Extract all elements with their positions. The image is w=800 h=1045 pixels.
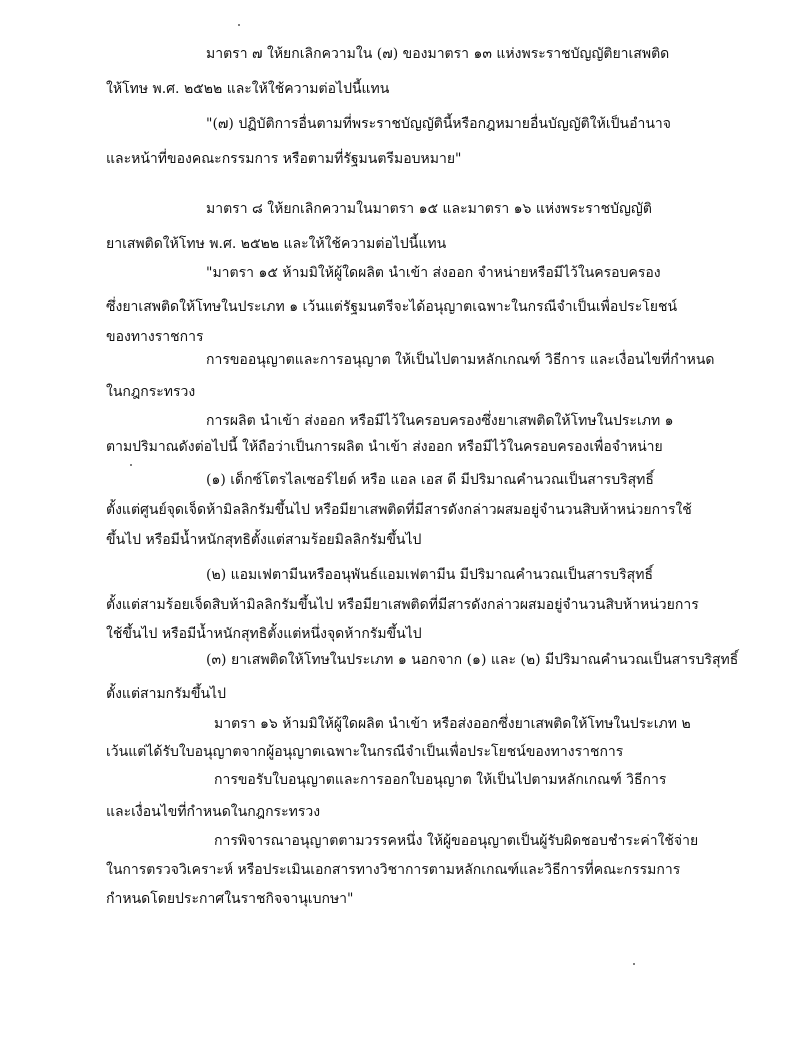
item-3-line-1: (๓) ยาเสพติดให้โทษในประเภท ๑ นอกจาก (๑) และ (๒) มีปริมาณคำนวณเป็นสารบริสุทธิ์	[206, 652, 739, 668]
section-7-line-4: และหน้าที่ของคณะกรรมการ หรือตามที่รัฐมนตรีมอบหมาย"	[106, 151, 462, 167]
section-16-paragraph-3-line-1: การพิจารณาอนุญาตตามวรรคหนึ่ง ให้ผู้ขออนุญาตเป็นผู้รับผิดชอบชำระค่าใช้จ่าย	[214, 833, 699, 849]
section-15-paragraph-3-line-2: ตามปริมาณดังต่อไปนี้ ให้ถือว่าเป็นการผลิต นำเข้า ส่งออก หรือมีไว้ในครอบครองเพื่อจำหน่าย	[106, 439, 663, 455]
section-15-heading-line: "มาตรา ๑๕ ห้ามมิให้ผู้ใดผลิต นำเข้า ส่งออก จำหน่ายหรือมีไว้ในครอบครอง	[206, 265, 661, 281]
item-2-line-2: ตั้งแต่สามร้อยเจ็ดสิบห้ามิลลิกรัมขึ้นไป หรือมียาเสพติดที่มีสารดังกล่าวผสมอยู่จำนวนสิบห้าหน่วยการ	[106, 597, 699, 613]
section-16-line-2: เว้นแต่ได้รับใบอนุญาตจากผู้อนุญาตเฉพาะในกรณีจำเป็นเพื่อประโยชน์ของทางราชการ	[106, 744, 624, 760]
item-1-line-1: (๑) เด็กซ์โตรไลเซอร์ไยด์ หรือ แอล เอส ดี มีปริมาณคำนวณเป็นสารบริสุทธิ์	[206, 472, 654, 488]
scan-speck	[130, 464, 132, 466]
section-8-line-2: ยาเสพติดให้โทษ พ.ศ. ๒๕๒๒ และให้ใช้ความต่อไปนี้แทน	[106, 236, 447, 252]
section-16-paragraph-2-line-1: การขอรับใบอนุญาตและการออกใบอนุญาต ให้เป็นไปตามหลักเกณฑ์ วิธีการ	[214, 772, 667, 788]
section-15-paragraph-2-line-2: ในกฎกระทรวง	[106, 384, 196, 400]
section-15-paragraph-2-line-1: การขออนุญาตและการอนุญาต ให้เป็นไปตามหลักเกณฑ์ วิธีการ และเงื่อนไขที่กำหนด	[206, 352, 715, 368]
scan-speck	[633, 963, 635, 965]
section-16-paragraph-2-line-2: และเงื่อนไขที่กำหนดในกฎกระทรวง	[106, 804, 321, 820]
scan-speck	[238, 24, 240, 26]
item-2-line-1: (๒) แอมเฟตามีนหรืออนุพันธ์แอมเฟตามีน มีปริมาณคำนวณเป็นสารบริสุทธิ์	[206, 567, 654, 583]
section-7-line-3: "(๗) ปฏิบัติการอื่นตามที่พระราชบัญญัตินี้หรือกฎหมายอื่นบัญญัติให้เป็นอำนาจ	[206, 116, 671, 132]
section-7-line-2: ให้โทษ พ.ศ. ๒๕๒๒ และให้ใช้ความต่อไปนี้แทน	[106, 81, 390, 97]
section-16-paragraph-3-line-3: กำหนดโดยประกาศในราชกิจจานุเบกษา"	[106, 891, 354, 907]
section-15-line-3: ของทางราชการ	[106, 329, 204, 345]
section-15-paragraph-3-line-1: การผลิต นำเข้า ส่งออก หรือมีไว้ในครอบครองซึ่งยาเสพติดให้โทษในประเภท ๑	[206, 413, 674, 429]
item-2-line-3: ใช้ขึ้นไป หรือมีน้ำหนักสุทธิตั้งแต่หนึ่งจุดห้ากรัมขึ้นไป	[106, 626, 422, 642]
section-7-heading-line: มาตรา ๗ ให้ยกเลิกความใน (๗) ของมาตรา ๑๓ แห่งพระราชบัญญัติยาเสพติด	[206, 46, 670, 62]
section-8-heading-line: มาตรา ๘ ให้ยกเลิกความในมาตรา ๑๕ และมาตรา ๑๖ แห่งพระราชบัญญัติ	[206, 201, 652, 217]
section-15-line-2: ซึ่งยาเสพติดให้โทษในประเภท ๑ เว้นแต่รัฐมนตรีจะได้อนุญาตเฉพาะในกรณีจำเป็นเพื่อประโยชน์	[106, 299, 678, 315]
section-16-paragraph-3-line-2: ในการตรวจวิเคราะห์ หรือประเมินเอกสารทางวิชาการตามหลักเกณฑ์และวิธีการที่คณะกรรมการ	[106, 862, 681, 878]
item-1-line-2: ตั้งแต่ศูนย์จุดเจ็ดห้ามิลลิกรัมขึ้นไป หรือมียาเสพติดที่มีสารดังกล่าวผสมอยู่จำนวนสิบห้าหน่วยการใช้	[106, 502, 692, 518]
section-16-heading-line: มาตรา ๑๖ ห้ามมิให้ผู้ใดผลิต นำเข้า หรือส่งออกซึ่งยาเสพติดให้โทษในประเภท ๒	[214, 716, 691, 732]
item-1-line-3: ขึ้นไป หรือมีน้ำหนักสุทธิตั้งแต่สามร้อยมิลลิกรัมขึ้นไป	[106, 532, 422, 548]
item-3-line-2: ตั้งแต่สามกรัมขึ้นไป	[106, 686, 226, 702]
